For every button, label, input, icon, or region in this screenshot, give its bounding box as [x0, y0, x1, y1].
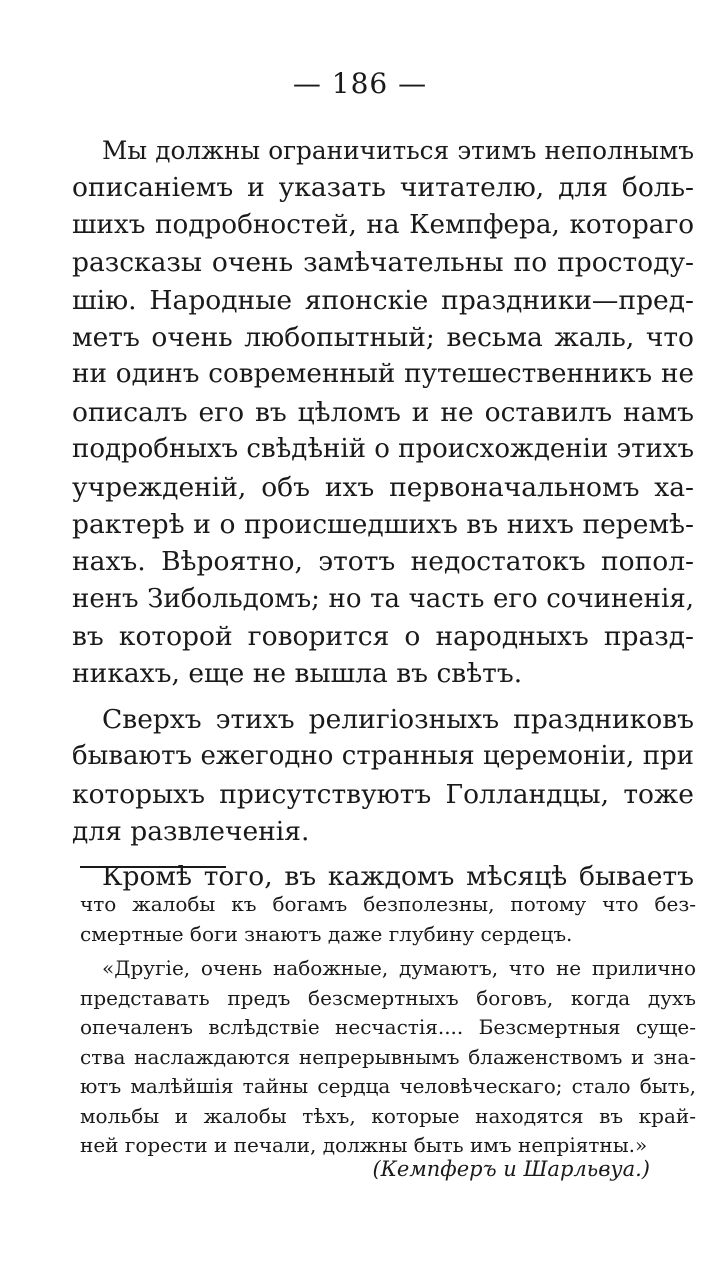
footnote-line: опечаленъ вслѣдствіе несчастія.... Безсмертныя суще- — [80, 1015, 696, 1039]
text-line: учрежденій, объ ихъ первоначальномъ ха- — [72, 471, 694, 503]
footnote-line: представать предъ безсмертныхъ боговъ, когда духъ — [80, 985, 696, 1010]
text-line: разсказы очень замѣчательны по простоду- — [72, 247, 694, 279]
footnote-line: что жалобы къ богамъ безполезны, потому что без- — [80, 892, 696, 916]
text-line: рактерѣ и о происшедшихъ въ нихъ перемѣ- — [72, 508, 694, 540]
main-text — [72, 132, 694, 896]
footnote-divider — [80, 866, 226, 868]
footnote-attribution: (Кемпферъ и Шарльвуа.) — [372, 1157, 650, 1181]
footnote-line: «Другіе, очень набожные, думаютъ, что не прилично — [102, 956, 696, 980]
text-line: ненъ Зибольдомъ; но та часть его сочиненія, — [72, 583, 694, 614]
text-line: подробныхъ свѣдѣній о происхожденіи этихъ — [72, 434, 695, 465]
text-line: метъ очень любопытный; весьма жаль, что — [72, 321, 694, 353]
footnote-line: смертные боги знаютъ даже глубину сердецъ. — [80, 921, 573, 946]
text-line: которыхъ присутствуютъ Голландцы, тоже — [72, 778, 694, 810]
footnote-line: ютъ малѣйшія тайны сердца человѣческаго; стало быть, — [80, 1074, 696, 1098]
footnote-line: ства наслаждаются непрерывнымъ блаженствомъ и зна- — [80, 1044, 696, 1069]
text-line: Мы должны ограничиться этимъ неполнымъ — [102, 136, 694, 165]
text-line: описалъ его въ цѣломъ и не оставилъ намъ — [72, 396, 694, 428]
text-line: бываютъ ежегодно странныя церемоніи, при — [72, 741, 694, 772]
footnote-line: мольбы и жалобы тѣхъ, которые находятся въ край- — [80, 1103, 696, 1128]
text-line: для развлеченія. — [72, 816, 310, 848]
text-line: Кромѣ того, въ каждомъ мѣсяцѣ бываетъ — [102, 861, 694, 893]
text-line: описаніемъ и указать читателю, для боль- — [72, 172, 694, 204]
text-line: шихъ подробностей, на Кемпфера, котораго — [72, 209, 694, 240]
page-number: — 186 — — [292, 67, 428, 100]
text-line: никахъ, еще не вышла въ свѣтъ. — [72, 658, 523, 690]
footnote — [80, 890, 696, 1161]
text-line: въ которой говорится о народныхъ празд- — [72, 621, 694, 653]
text-line: Сверхъ этихъ религіозныхъ праздниковъ — [102, 703, 694, 735]
footnote-line: ней горести и печали, должны быть имъ непріятны.» — [80, 1133, 648, 1157]
text-line: шію. Народные японскіе праздники—пред- — [72, 284, 694, 316]
text-line: ни одинъ современный путешественникъ не — [72, 359, 694, 390]
text-line: нахъ. Вѣроятно, этотъ недостатокъ попол- — [72, 546, 694, 578]
